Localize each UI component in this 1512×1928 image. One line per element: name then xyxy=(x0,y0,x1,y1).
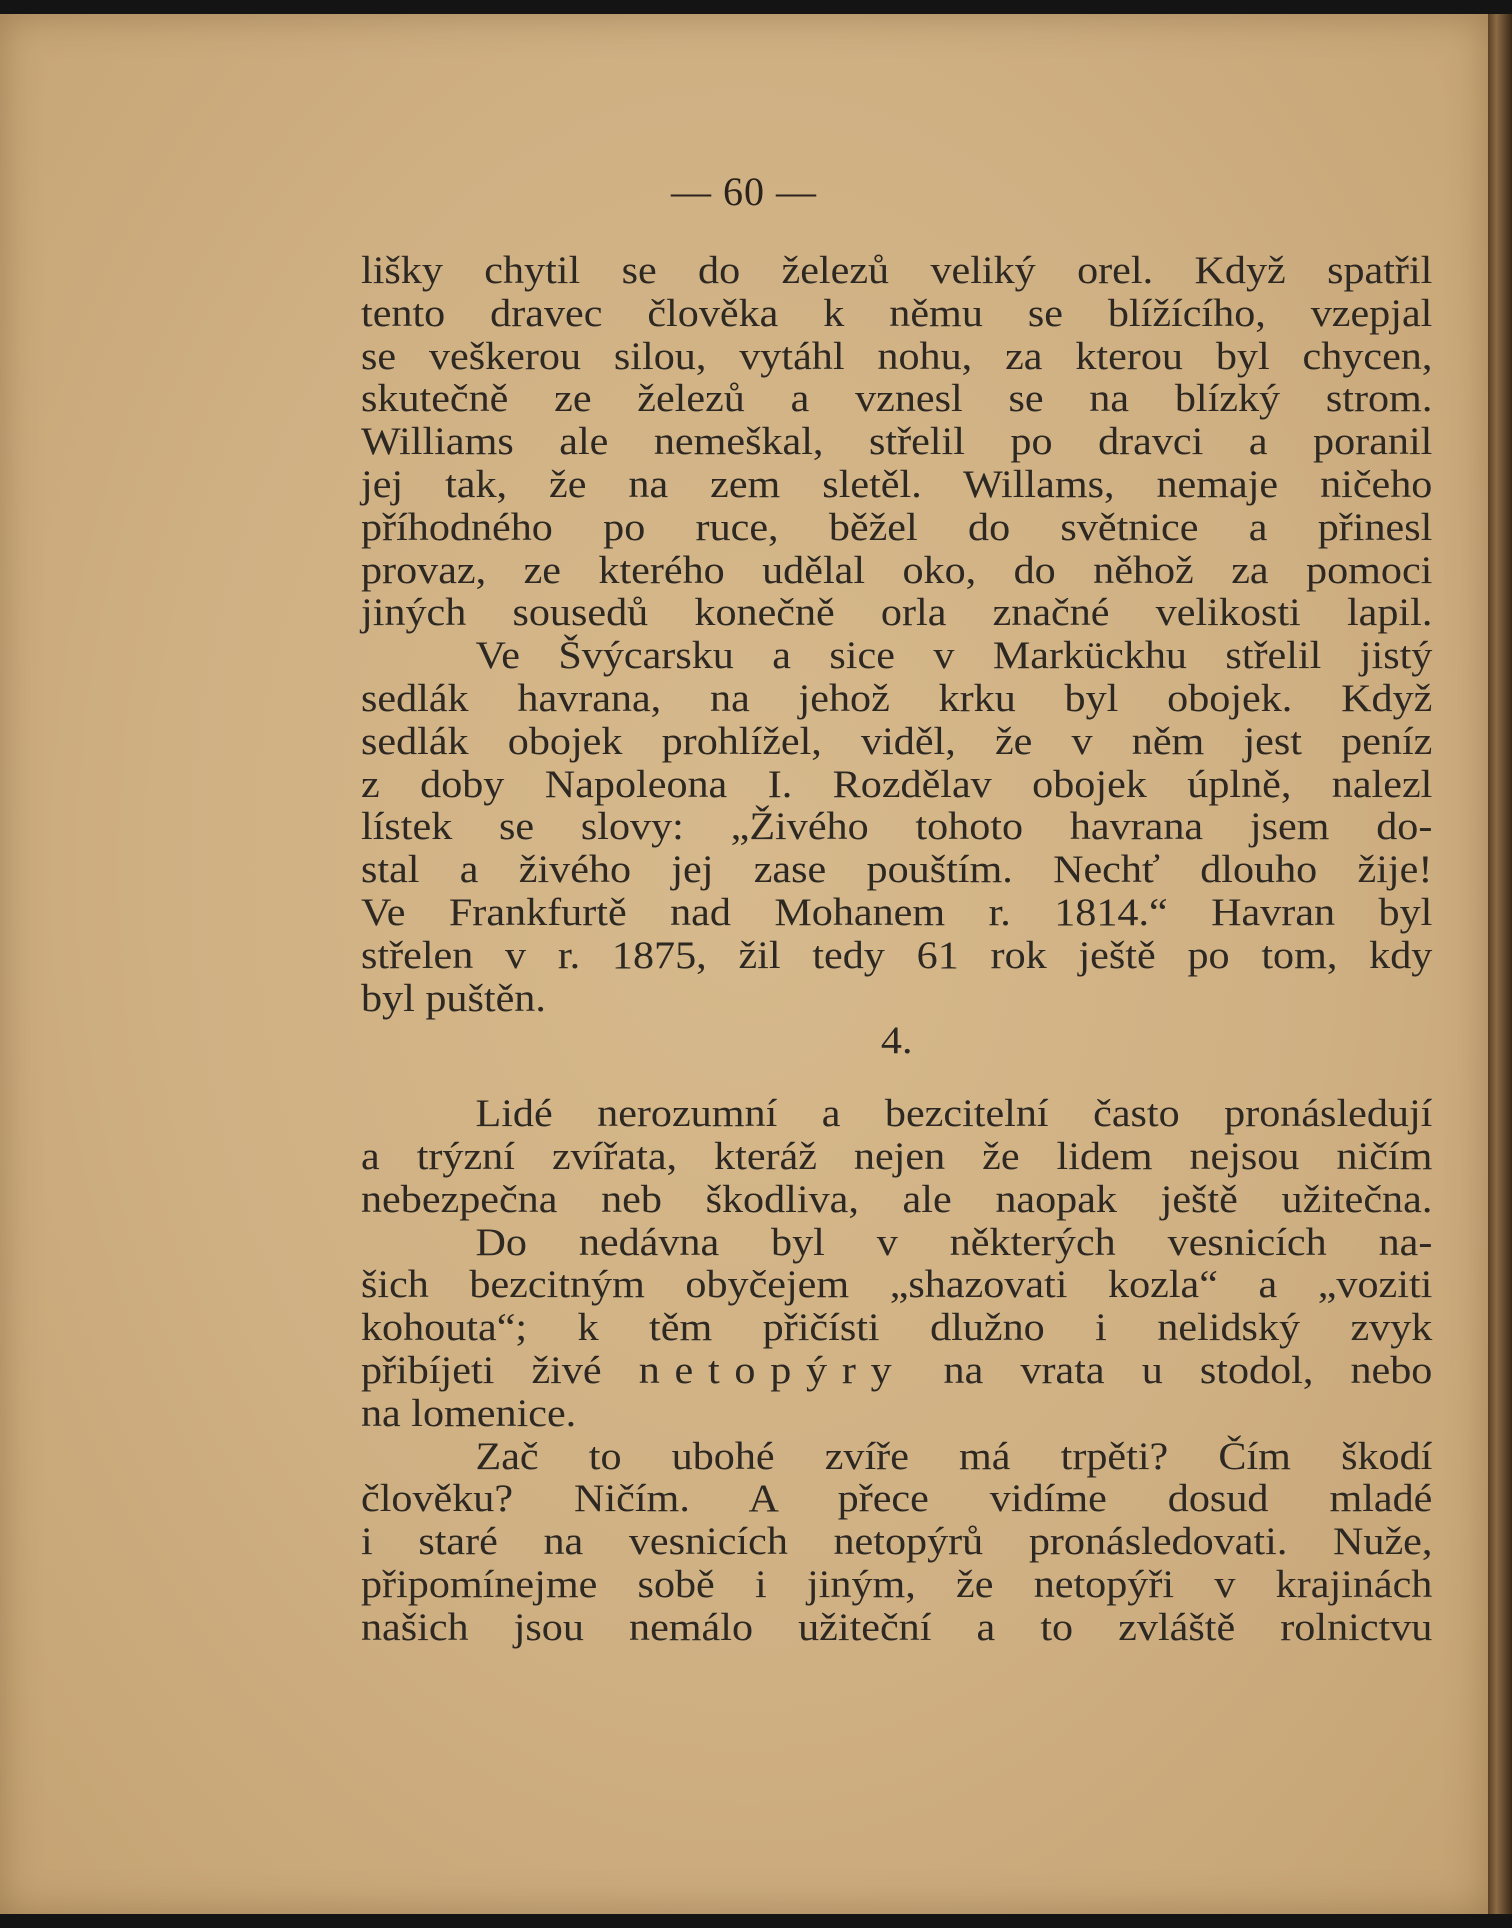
text-line: lístek se slovy: „Živého tohoto havrana jsem do- xyxy=(361,805,1433,849)
text-line: našich jsou nemálo užiteční a to zvláště rolnictvu xyxy=(361,1605,1433,1649)
text-line: příhodného po ruce, běžel do světnice a přinesl xyxy=(361,505,1433,549)
text-line: kohouta“; k těm přičísti dlužno i nelidský zvyk xyxy=(361,1306,1433,1350)
page-edge xyxy=(1488,14,1512,1914)
text-line: Zač to ubohé zvíře má trpěti? Čím škodí xyxy=(475,1434,1433,1478)
text-line: připomínejme sobě i jiným, že netopýři v krajinách xyxy=(361,1562,1433,1606)
text-line: Ve Švýcarsku a sice v Markückhu střelil jistý xyxy=(475,634,1433,678)
text-line: Williams ale nemeškal, střelil po dravci a poranil xyxy=(361,420,1433,464)
text-line: stal a živého jej zase pouštím. Nechť dlouho žije! xyxy=(361,848,1433,892)
text-line: člověku? Ničím. A přece vidíme dosud mladé xyxy=(361,1477,1433,1521)
section-number: 4. xyxy=(880,1019,913,1063)
text-line: Do nedávna byl v některých vesnicích na- xyxy=(475,1220,1433,1264)
text-line: z doby Napoleona I. Rozdělav obojek úplně, nalezl xyxy=(361,762,1433,806)
text-line-composite xyxy=(361,1350,1432,1393)
text-line: provaz, ze kterého udělal oko, do něhož za pomoci xyxy=(361,548,1433,592)
text-line: lišky chytil se do železů veliký orel. Když spatřil xyxy=(361,249,1433,292)
text-segment: na vrata u stodol, nebo xyxy=(943,1348,1433,1392)
text-line: nebezpečna neb škodliva, ale naopak ještě užitečna. xyxy=(361,1177,1433,1221)
text-line: Ve Frankfurtě nad Mohanem r. 1814.“ Havran byl xyxy=(361,890,1433,934)
text-line: jej tak, že na zem sletěl. Willams, nemaje ničeho xyxy=(361,462,1433,506)
text-line: sedlák obojek prohlížel, viděl, že v něm jest peníz xyxy=(361,719,1433,763)
text-line: jiných sousedů konečně orla značné velikosti lapil. xyxy=(361,591,1433,635)
text-line: a trýzní zvířata, kteráž nejen že lidem nejsou ničím xyxy=(361,1134,1433,1178)
page-number: — 60 — xyxy=(671,169,817,214)
text-line: byl puštěn. xyxy=(361,976,546,1020)
spaced-emphasis: netopýry xyxy=(638,1348,907,1392)
text-line: sedlák havrana, na jehož krku byl obojek. Když xyxy=(361,676,1433,720)
text-line: Lidé nerozumní a bezcitelní často pronásledují xyxy=(475,1092,1433,1136)
body-text xyxy=(361,250,1432,1650)
text-line: skutečně ze železů a vznesl se na blízký strom. xyxy=(361,377,1433,421)
text-segment: přibíjeti živé xyxy=(361,1348,602,1392)
text-line: na lomenice. xyxy=(361,1391,577,1435)
text-line: šich bezcitným obyčejem „shazovati kozla“ a „voziti xyxy=(361,1263,1433,1307)
text-line: tento dravec člověka k němu se blížícího, vzepjal xyxy=(361,291,1433,335)
text-line: se veškerou silou, vytáhl nohu, za kterou byl chycen, xyxy=(361,334,1433,378)
text-line: i staré na vesnicích netopýrů pronásledovati. Nuže, xyxy=(361,1520,1433,1564)
text-line: střelen v r. 1875, žil tedy 61 rok ještě po tom, kdy xyxy=(361,933,1433,977)
